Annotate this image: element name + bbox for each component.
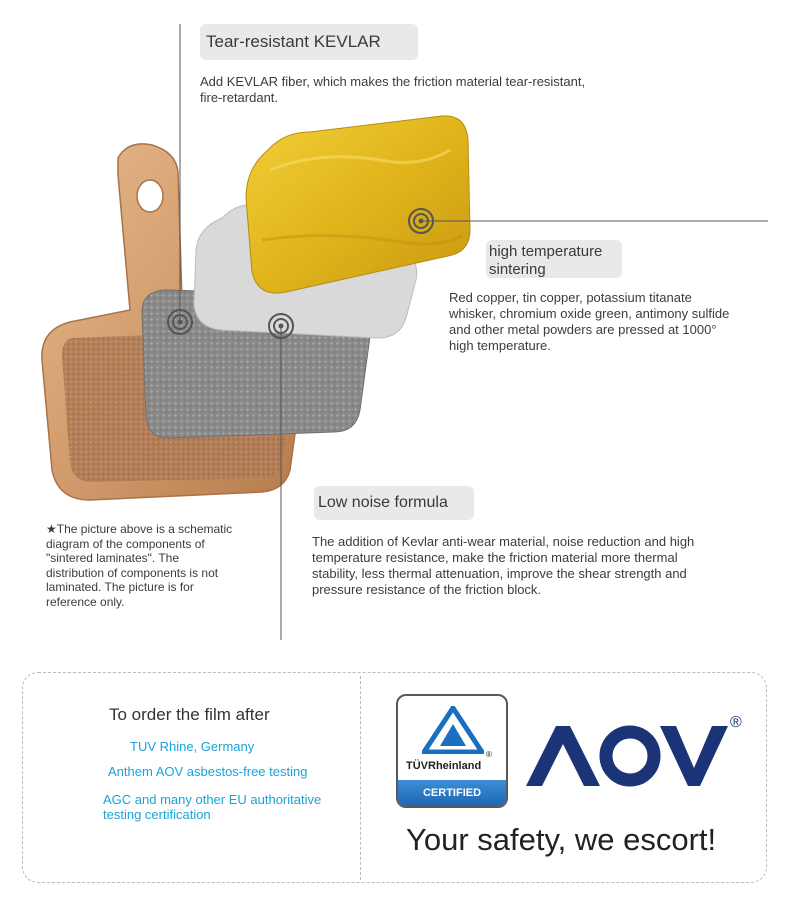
note-line-2: diagram of the components of <box>46 536 205 551</box>
brand-slogan: Your safety, we escort! <box>406 822 717 857</box>
tuv-registered-mark: ® <box>486 750 492 759</box>
note-line-6: reference only. <box>46 594 125 609</box>
sintering-title-line-2: sintering <box>489 261 546 278</box>
kevlar-description <box>200 74 660 106</box>
noise-desc-line-1: The addition of Kevlar anti-wear material, noise reduction and high <box>312 534 695 549</box>
sintering-desc-line-4: high temperature. <box>449 338 551 353</box>
tuv-brand-text <box>406 760 481 772</box>
panel-divider <box>360 676 361 880</box>
note-line-5: laminated. The picture is for <box>46 580 194 594</box>
note-line-1: ★The picture above is a schematic <box>46 522 233 536</box>
schematic-note <box>46 522 266 609</box>
sintering-description <box>449 290 769 354</box>
note-line-4: distribution of components is not <box>46 565 219 580</box>
noise-description <box>312 534 752 598</box>
kevlar-layer <box>246 116 470 293</box>
tuv-certified-bar <box>398 780 506 806</box>
sintering-desc-line-1: Red copper, tin copper, potassium titanate <box>449 290 692 305</box>
sintering-desc-line-3: and other metal powders are pressed at 1000° <box>449 322 717 337</box>
certification-item-tuv: TUV Rhine, Germany <box>130 739 255 754</box>
noise-desc-line-2: temperature resistance, make the friction material more thermal <box>312 550 678 565</box>
noise-title-text: Low noise formula <box>318 494 448 511</box>
noise-title <box>314 486 474 520</box>
tuv-certified-badge <box>396 694 508 808</box>
certification-item-aov: Anthem AOV asbestos-free testing <box>108 764 308 779</box>
tuv-triangle-icon <box>422 706 484 754</box>
certification-item-agc-line-1: AGC and many other EU authoritative <box>103 792 322 807</box>
sintering-desc-line-2: whisker, chromium oxide green, antimony sulfide <box>449 306 730 321</box>
aov-registered-mark: ® <box>730 714 742 731</box>
certification-heading: To order the film after <box>109 705 270 724</box>
noise-desc-line-4: pressure resistance of the friction block. <box>312 582 542 597</box>
sintering-title-line-1: high temperature <box>489 243 603 260</box>
tuv-brand-name: TÜVRheinland <box>406 760 482 772</box>
sintering-title <box>486 240 622 278</box>
aov-logo <box>526 724 728 788</box>
kevlar-desc-line-2: fire-retardant. <box>200 90 279 105</box>
kevlar-title <box>200 24 418 60</box>
kevlar-title-text: Tear-resistant KEVLAR <box>206 32 381 51</box>
certification-item-agc <box>103 792 321 822</box>
note-line-3: "sintered laminates". The <box>46 551 180 565</box>
certification-item-agc-line-2: testing certification <box>103 807 211 822</box>
tuv-certified-text: CERTIFIED <box>422 787 482 799</box>
kevlar-desc-line-1: Add KEVLAR fiber, which makes the friction material tear-resistant, <box>200 74 586 89</box>
noise-desc-line-3: stability, less thermal attenuation, improve the shear strength and <box>312 566 687 581</box>
